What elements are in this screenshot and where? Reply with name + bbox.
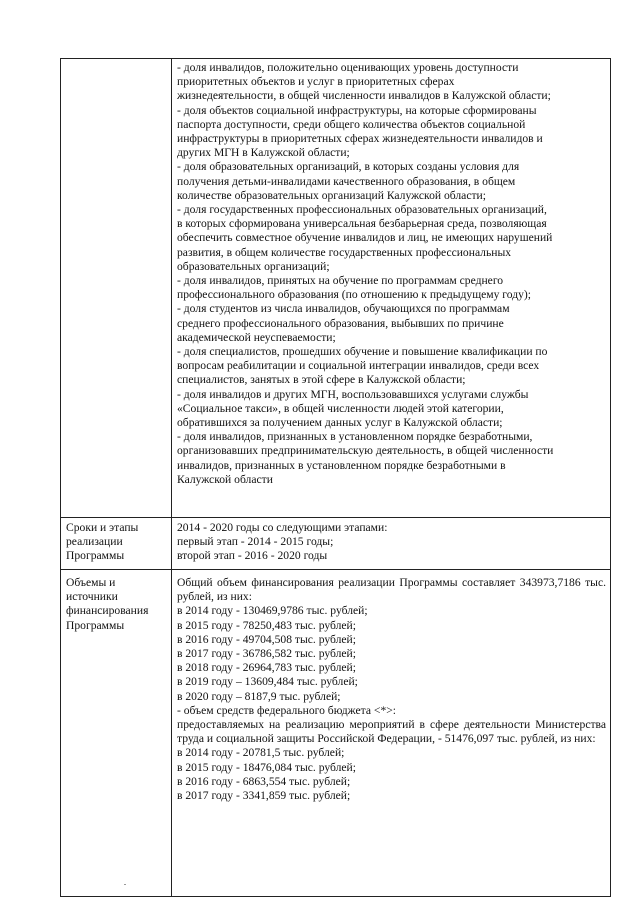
indicator-line: - доля государственных профессиональных образовательных организаций, — [177, 203, 547, 217]
timeline-label — [66, 521, 167, 564]
label-cell-timeline — [61, 518, 172, 570]
indicator-line: - доля инвалидов, положительно оценивающих уровень доступности — [177, 61, 519, 74]
timeline-cell — [172, 518, 611, 570]
indicator-line: вопросам реабилитации и социальной интеграции инвалидов, среди всех — [177, 359, 540, 373]
indicator-line: паспорта доступности, среди общего количества объектов социальной — [177, 117, 526, 131]
label-line: Программы — [66, 618, 125, 632]
federal-heading: - объем средств федерального бюджета <*>: — [177, 703, 397, 717]
funding-year-line: в 2020 году – 8187,9 тыс. рублей; — [177, 689, 341, 703]
indicator-line: развития, в общем количестве государственных профессиональных — [177, 245, 512, 259]
label-line: реализации — [66, 535, 123, 549]
federal-year-line: в 2016 году - 6863,554 тыс. рублей; — [177, 774, 351, 788]
indicator-line: - доля образовательных организаций, в которых созданы условия для — [177, 160, 520, 174]
table-row-indicators — [61, 59, 611, 518]
funding-years-list — [177, 604, 606, 703]
table-row-timeline — [61, 518, 611, 570]
indicator-line: инфраструктуры в приоритетных сферах жизнедеятельности инвалидов и — [177, 132, 543, 146]
funding-label — [66, 576, 167, 633]
funding-cell — [172, 570, 611, 897]
funding-year-line: в 2019 году – 13609,484 тыс. рублей; — [177, 675, 358, 689]
funding-year-line: в 2015 году - 78250,483 тыс. рублей; — [177, 618, 356, 632]
indicator-line: академической неуспеваемости; — [177, 330, 336, 344]
indicator-line: - доля инвалидов и других МГН, воспользовавшихся услугами службы — [177, 387, 529, 401]
label-line: финансирования — [66, 604, 149, 618]
funding-year-line: в 2017 году - 36786,582 тыс. рублей; — [177, 647, 356, 661]
indicator-line: приоритетных объектов и услуг в приоритетных сферах — [177, 75, 455, 89]
indicator-line: профессионального образования (по отношению к предыдущему году); — [177, 288, 532, 302]
federal-years-list — [177, 746, 606, 803]
label-line: Программы — [66, 549, 125, 563]
scan-speck — [124, 884, 126, 885]
funding-year-line: в 2018 году - 26964,783 тыс. рублей; — [177, 661, 356, 675]
indicator-line: количестве образовательных организаций Калужской области; — [177, 188, 486, 202]
indicator-line: - доля специалистов, прошедших обучение и повышение квалификации по — [177, 345, 548, 359]
label-line: источники — [66, 590, 118, 604]
label-line: Сроки и этапы — [66, 521, 139, 534]
indicator-line: обеспечить совместное обучение инвалидов и лиц, не имеющих нарушений — [177, 231, 553, 245]
federal-year-line: в 2014 году - 20781,5 тыс. рублей; — [177, 746, 345, 760]
indicator-line: «Социальное такси», в общей численности людей этой категории, — [177, 401, 504, 415]
indicator-line: - доля инвалидов, принятых на обучение по программам среднего — [177, 274, 504, 288]
federal-year-line: в 2015 году - 18476,084 тыс. рублей; — [177, 760, 356, 774]
timeline-line: первый этап - 2014 - 2015 годы; — [177, 535, 334, 549]
indicator-line: - доля студентов из числа инвалидов, обучающихся по программам — [177, 302, 510, 316]
indicators-cell — [172, 59, 611, 518]
indicators-list — [177, 61, 606, 487]
funding-content — [177, 576, 606, 894]
indicator-line: Калужской области — [177, 472, 273, 486]
indicator-line: организовавших предпринимательскую деятельность, в общей численности — [177, 444, 554, 458]
indicator-line: получения детьми-инвалидами качественного образования, в общем — [177, 174, 516, 188]
indicator-line: - доля объектов социальной инфраструктуры, на которые сформированы — [177, 103, 537, 117]
indicator-line: жизнедеятельности, в общей численности инвалидов в Калужской области; — [177, 89, 551, 103]
program-passport-table — [60, 58, 611, 897]
table-row-funding — [61, 570, 611, 897]
indicator-line: образовательных организаций; — [177, 259, 330, 273]
timeline-text — [177, 521, 606, 564]
label-line: Объемы и — [66, 576, 116, 589]
indicator-line: обратившихся за получением данных услуг в Калужской области; — [177, 416, 503, 430]
label-cell-empty — [61, 59, 172, 518]
indicator-line: инвалидов, признанных в установленном порядке безработными в — [177, 458, 506, 472]
label-cell-funding — [61, 570, 172, 897]
federal-year-line: в 2017 году - 3341,859 тыс. рублей; — [177, 789, 351, 803]
funding-year-line: в 2014 году - 130469,9786 тыс. рублей; — [177, 604, 368, 618]
funding-year-line: в 2016 году - 49704,508 тыс. рублей; — [177, 632, 356, 646]
indicator-line: среднего профессионального образования, выбывших по причине — [177, 316, 504, 330]
indicator-line: в которых сформирована универсальная безбарьерная среда, позволяющая — [177, 217, 547, 231]
funding-intro: Общий объем финансирования реализации Программы составляет 343973,7186 тыс. рублей, из них: — [177, 576, 606, 604]
indicator-line: других МГН в Калужской области; — [177, 146, 350, 160]
indicator-line: - доля инвалидов, признанных в установленном порядке безработными, — [177, 430, 533, 444]
timeline-line: второй этап - 2016 - 2020 годы — [177, 549, 328, 563]
federal-text: предоставляемых на реализацию мероприятий в сфере деятельности Министерства труда и социальной защиты Российской Федерации, - 51476,097 тыс. рублей, из них: — [177, 718, 606, 746]
timeline-line: 2014 - 2020 годы со следующими этапами: — [177, 521, 388, 534]
indicator-line: специалистов, занятых в этой сфере в Калужской области; — [177, 373, 466, 387]
